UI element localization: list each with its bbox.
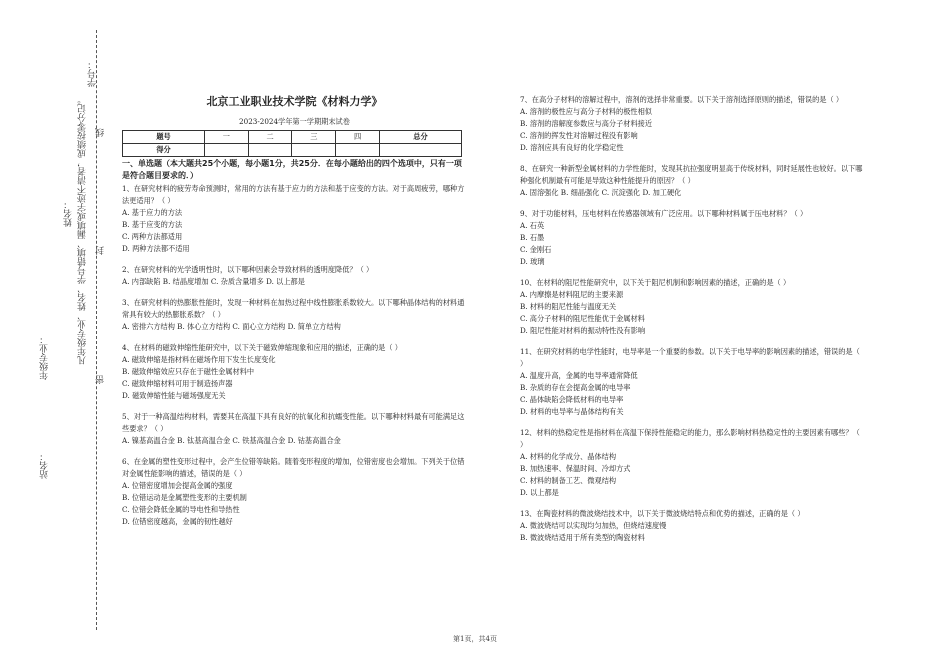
question-option: B. 材料的阻尼性能与温度无关 <box>520 302 617 311</box>
question-option: A. 内摩擦是材料阻尼的主要来源 <box>520 290 624 299</box>
question <box>122 456 467 528</box>
score-blank[interactable] <box>248 144 292 157</box>
seal-char-2: 封 <box>96 246 106 255</box>
question-option: D. 以上都是 <box>520 488 559 497</box>
question-option: A. 溶剂的极性应与高分子材料的极性相似 <box>520 107 652 116</box>
question-option: A. 基于应力的方法 <box>122 208 183 217</box>
score-cell: 二 <box>248 131 292 144</box>
exam-subtitle: 2023-2024学年第一学期期末试卷 <box>239 117 350 126</box>
question-option: D. 材料的电导率与晶体结构有关 <box>520 407 624 416</box>
question-option: C. 材料的制备工艺、微观结构 <box>520 476 617 485</box>
question-option: B. 溶剂的溶解度参数应与高分子材料接近 <box>520 119 653 128</box>
question-option: D. 溶剂应具有良好的化学稳定性 <box>520 143 624 152</box>
score-cell: 一 <box>205 131 249 144</box>
question-option: D. 两种方法都不适用 <box>122 244 190 253</box>
question-option: C. 高分子材料的阻尼性能优于金属材料 <box>520 314 645 323</box>
question <box>520 508 865 544</box>
question-option: A. 内部缺陷 B. 结晶度增加 C. 杂质含量增多 D. 以上都是 <box>122 277 305 286</box>
exam-title: 北京工业职业技术学院《材料力学》 <box>206 95 383 108</box>
binding-margin <box>0 0 110 672</box>
question-option: C. 两种方法都适用 <box>122 232 183 241</box>
question-option: A. 微波烧结可以实现均匀加热，但烧结速度慢 <box>520 521 667 530</box>
class-label: 年级专业： <box>40 335 50 380</box>
question-stem: 2、在研究材料的光学透明性时，以下哪种因素会导致材料的透明度降低？（ ） <box>122 265 374 274</box>
question-stem: 5、对于一种高温结构材料，需要其在高温下具有良好的抗氧化和抗蠕变性能。以下哪种材料最有可能满足这些要求？（ ） <box>122 412 465 433</box>
question-option: C. 磁致伸缩材料可用于制造扬声器 <box>122 379 233 388</box>
seal-char-3: 线 <box>96 128 106 137</box>
question <box>520 346 865 418</box>
question-stem: 12、材料的热稳定性是指材料在高温下保持性能稳定的能力，那么影响材料热稳定性的主要因素有哪些？（ ） <box>520 428 860 449</box>
question-option: D. 玻璃 <box>520 257 545 266</box>
question-option: A. 温度升高，金属的电导率通常降低 <box>520 371 638 380</box>
question-option: A. 镍基高温合金 B. 钛基高温合金 C. 铁基高温合金 D. 钴基高温合金 <box>122 436 341 445</box>
question-option: B. 石墨 <box>520 233 545 242</box>
school-label: 站名： <box>40 452 50 479</box>
question-stem: 10、在材料的阻尼性能研究中，以下关于阻尼机制和影响因素的描述，正确的是（ ） <box>520 278 791 287</box>
question-option: B. 基于应变的方法 <box>122 220 183 229</box>
name-label: 姓名： <box>64 200 74 227</box>
question-option: B. 位错运动是金属塑性变形的主要机制 <box>122 493 247 502</box>
score-cell: 题号 <box>123 131 205 144</box>
score-table <box>122 130 462 157</box>
question-option: D. 位错密度越高，金属的韧性越好 <box>122 517 233 526</box>
score-table-header-row <box>123 131 462 144</box>
question-stem: 6、在金属的塑性变形过程中，会产生位错等缺陷。随着变形程度的增加，位错密度也会增加。下列关于位错对金属性能影响的描述，错误的是（ ） <box>122 457 465 478</box>
binding-notice: 凡年级专业、姓名、学号错填、漏填或字迹不清者，成绩按零分记。 <box>78 95 88 365</box>
question-stem: 8、在研究一种新型金属材料的力学性能时，发现其抗拉强度明显高于传统材料，同时延展性也较好。以下哪种强化机制最有可能是导致这种性能提升的原因？（ ） <box>520 164 863 185</box>
question-option: B. 磁致伸缩效应只存在于磁性金属材料中 <box>122 367 255 376</box>
score-cell: 三 <box>292 131 336 144</box>
score-blank[interactable] <box>205 144 249 157</box>
score-blank[interactable] <box>292 144 336 157</box>
question-option: B. 微波烧结适用于所有类型的陶瓷材料 <box>520 533 645 542</box>
binding-dashed-line <box>96 30 97 630</box>
score-blank[interactable] <box>336 144 380 157</box>
question-option: C. 位错会降低金属的导电性和导热性 <box>122 505 240 514</box>
page-footer: 第1页，共4页 <box>453 635 497 643</box>
question-stem: 1、在研究材料的疲劳寿命预测时，常用的方法有基于应力的方法和基于应变的方法。对于高周疲劳，哪种方法更适用？（ ） <box>122 184 465 205</box>
score-cell: 总分 <box>379 131 461 144</box>
question-stem: 7、在高分子材料的溶解过程中，溶剂的选择非常重要。以下关于溶剂选择原则的描述，错误的是（ ） <box>520 95 844 104</box>
question <box>122 264 467 288</box>
question <box>520 208 865 268</box>
question-stem: 13、在陶瓷材料的微波烧结技术中，以下关于微波烧结特点和优势的描述，正确的是（ ） <box>520 509 805 518</box>
left-column <box>122 94 467 537</box>
score-table-score-row <box>123 144 462 157</box>
question-stem: 4、在材料的磁致伸缩性能研究中，以下关于磁致伸缩现象和应用的描述，正确的是（ ） <box>122 343 402 352</box>
question-option: B. 杂质的存在会提高金属的电导率 <box>520 383 631 392</box>
question-option: B. 加热速率、保温时间、冷却方式 <box>520 464 631 473</box>
question <box>520 427 865 499</box>
question-option: A. 材料的化学成分、晶体结构 <box>520 452 617 461</box>
question <box>122 183 467 255</box>
question-option: A. 密排六方结构 B. 体心立方结构 C. 面心立方结构 D. 简单立方结构 <box>122 322 341 331</box>
question <box>122 411 467 447</box>
question-stem: 11、在研究材料的电学性能时，电导率是一个重要的参数。以下关于电导率的影响因素的描述，错误的是（ ） <box>520 347 860 368</box>
seal-char-1: 密 <box>96 375 106 384</box>
question-option: D. 阻尼性能对材料的振动特性没有影响 <box>520 326 646 335</box>
question-option: C. 溶剂的挥发性对溶解过程没有影响 <box>520 131 638 140</box>
score-blank[interactable] <box>379 144 461 157</box>
question-option: D. 磁致伸缩性能与磁场强度无关 <box>122 391 226 400</box>
score-row-label: 得分 <box>123 144 205 157</box>
score-cell: 四 <box>336 131 380 144</box>
right-column <box>520 94 865 553</box>
question <box>520 277 865 337</box>
question-stem: 9、对于功能材料，压电材料在传感器领域有广泛应用。以下哪种材料属于压电材料？（ ） <box>520 209 808 218</box>
question <box>122 342 467 402</box>
question-option: A. 磁致伸缩是指材料在磁场作用下发生长度变化 <box>122 355 276 364</box>
question <box>122 297 467 333</box>
question-option: C. 晶体缺陷会降低材料的电导率 <box>520 395 624 404</box>
question <box>520 163 865 199</box>
student-id-label: 学号： <box>88 60 98 87</box>
question-option: A. 石英 <box>520 221 545 230</box>
section-1-title: 一、单选题（本大题共25个小题，每小题1分，共25分．在每小题给出的四个选项中，只有一项是符合题目要求的．） <box>122 159 462 180</box>
question-option: C. 金刚石 <box>520 245 552 254</box>
question <box>520 94 865 154</box>
question-option: A. 位错密度增加会提高金属的强度 <box>122 481 233 490</box>
question-stem: 3、在研究材料的热膨胀性能时，发现一种材料在加热过程中线性膨胀系数较大。以下哪种晶体结构的材料通常具有较大的热膨胀系数？（ ） <box>122 298 465 319</box>
question-option: A. 固溶强化 B. 细晶强化 C. 沉淀强化 D. 加工硬化 <box>520 188 682 197</box>
